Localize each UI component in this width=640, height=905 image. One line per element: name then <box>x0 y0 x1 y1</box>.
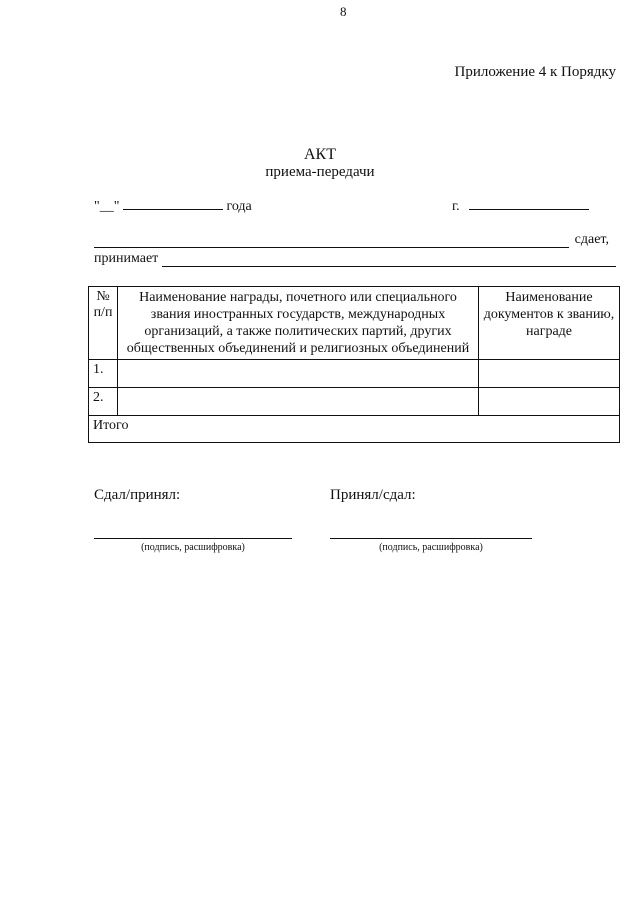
signature-right-line <box>330 538 532 539</box>
city-field <box>452 198 589 215</box>
row-documents <box>479 388 620 416</box>
row-award-name <box>118 360 479 388</box>
takes-field <box>94 251 616 267</box>
signature-left-caption: (подпись, расшифровка) <box>141 542 245 553</box>
gives-label: сдает, <box>574 232 609 247</box>
awards-table <box>88 286 620 443</box>
row-award-name <box>118 388 479 416</box>
signature-left-line <box>94 538 292 539</box>
row-number: 1. <box>89 360 118 388</box>
date-month-blank <box>123 198 223 210</box>
signature-right-caption: (подпись, расшифровка) <box>379 542 483 553</box>
city-blank <box>469 198 589 210</box>
header-number: № п/п <box>89 287 118 360</box>
appendix-reference: Приложение 4 к Порядку <box>454 64 616 80</box>
document-subtitle: приема-передачи <box>265 164 375 180</box>
gives-field <box>94 232 609 248</box>
date-day-label: "__" <box>94 199 120 214</box>
takes-blank <box>162 254 616 267</box>
table-header-row <box>89 287 620 360</box>
signature-left-label: Сдал/принял: <box>94 487 181 503</box>
gives-blank <box>94 235 569 248</box>
table-row <box>89 388 620 416</box>
table-row <box>89 360 620 388</box>
header-documents: Наименование документов к званию, награде <box>479 287 620 360</box>
row-documents <box>479 360 620 388</box>
signature-right-label: Принял/сдал: <box>330 487 416 503</box>
city-label: г. <box>452 199 460 214</box>
header-award-name: Наименование награды, почетного или специального звания иностранных государств, международных организаций, а также политических партий, других общественных объединений и религиозных объединений <box>118 287 479 360</box>
document-title: АКТ <box>304 146 336 163</box>
date-year-label: года <box>226 199 252 214</box>
date-field <box>94 198 252 215</box>
total-label: Итого <box>89 416 620 443</box>
takes-label: принимает <box>94 251 159 266</box>
page-number: 8 <box>340 4 347 19</box>
row-number: 2. <box>89 388 118 416</box>
table-total-row <box>89 416 620 443</box>
